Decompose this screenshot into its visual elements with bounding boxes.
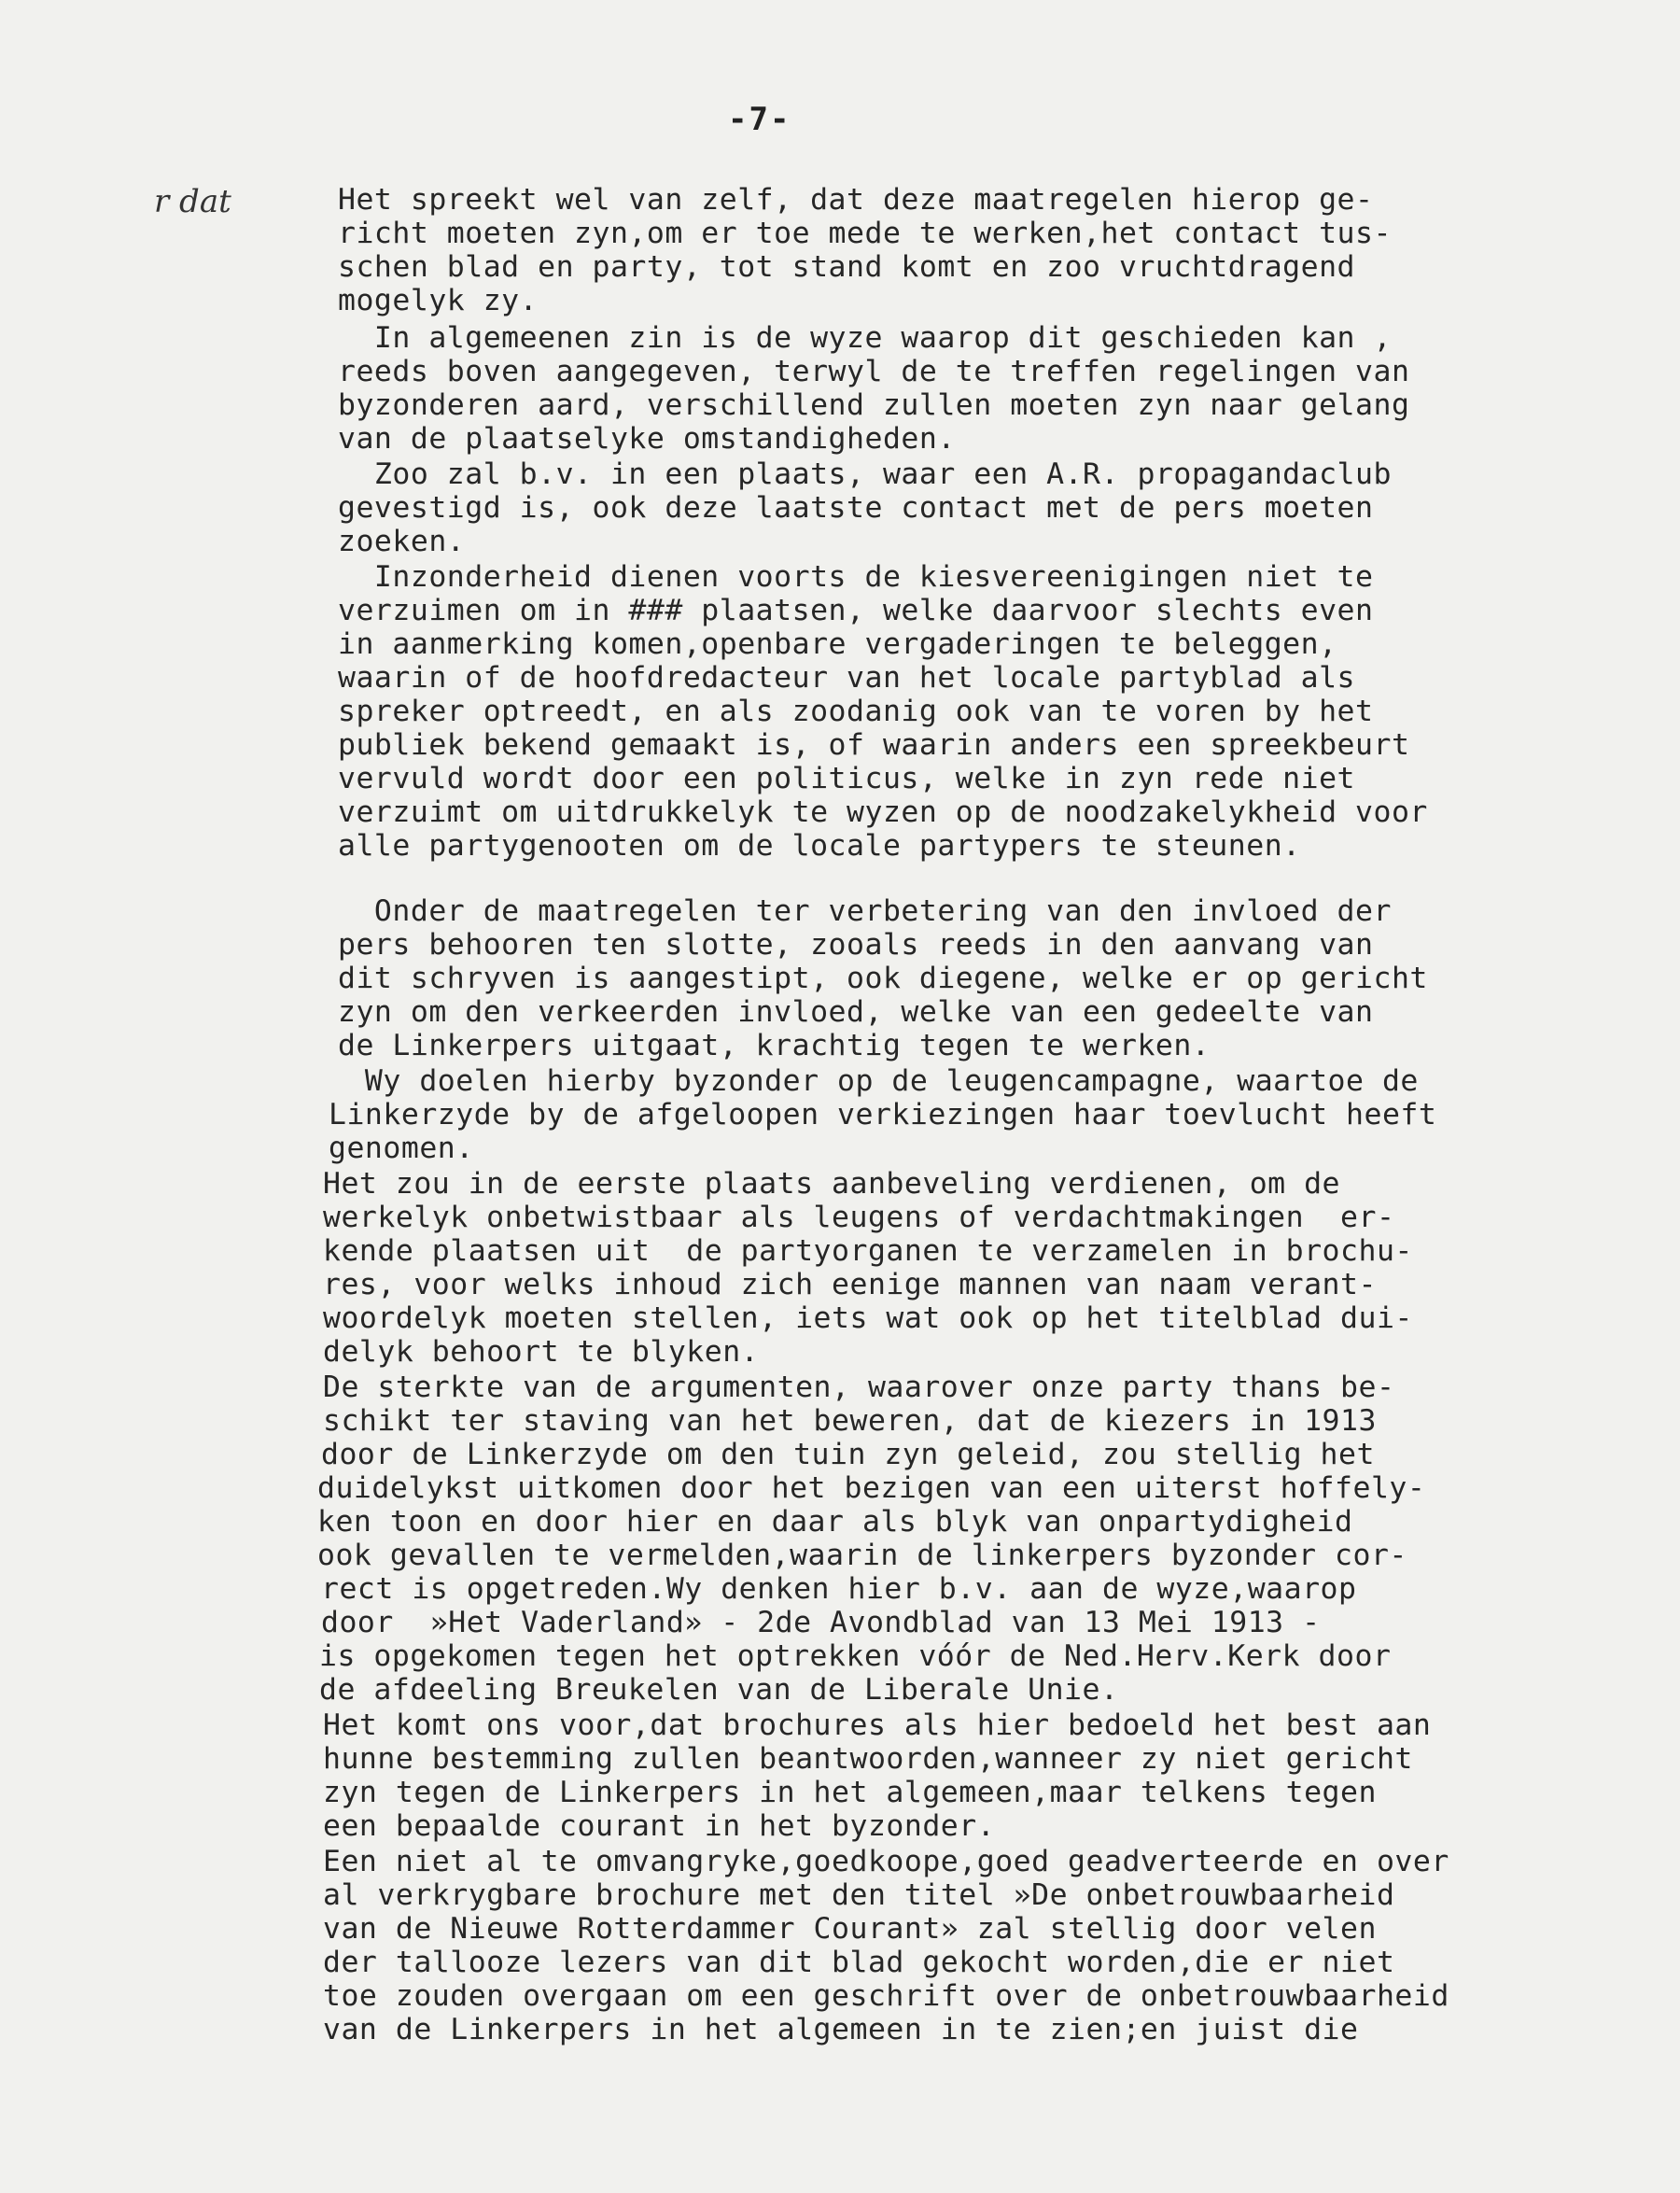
text-line: In algemeenen zin is de wyze waarop dit geschieden kan , [338, 321, 1392, 355]
text-line: alle partygenooten om de locale partypers te steunen. [338, 829, 1301, 863]
text-line: de afdeeling Breukelen van de Liberale Unie. [319, 1673, 1119, 1707]
text-line: pers behooren ten slotte, zooals reeds in den aanvang van [338, 928, 1374, 962]
text-line: kende plaatsen uit de partyorganen te verzamelen in brochu- [323, 1234, 1413, 1268]
text-line: Inzonderheid dienen voorts de kiesvereenigingen niet te [338, 560, 1374, 594]
text-line: spreker optreedt, en als zoodanig ook van te voren by het [338, 695, 1374, 728]
text-line: schen blad en party, tot stand komt en zoo vruchtdragend [338, 250, 1356, 284]
text-line: publiek bekend gemaakt is, of waarin anders een spreekbeurt [338, 728, 1410, 762]
text-line: res, voor welks inhoud zich eenige mannen van naam verant- [323, 1268, 1377, 1301]
text-line: in aanmerking komen,openbare vergaderingen te beleggen, [338, 627, 1337, 661]
text-line: woordelyk moeten stellen, iets wat ook op het titelblad dui- [323, 1301, 1413, 1335]
text-line: der tallooze lezers van dit blad gekocht worden,die er niet [323, 1946, 1395, 1979]
text-line: schikt ter staving van het beweren, dat de kiezers in 1913 [323, 1404, 1377, 1438]
text-line: byzonderen aard, verschillend zullen moeten zyn naar gelang [338, 388, 1410, 422]
text-line: mogelyk zy. [338, 284, 539, 317]
text-line: reeds boven aangegeven, terwyl de te treffen regelingen van [338, 355, 1410, 388]
text-line: rect is opgetreden.Wy denken hier b.v. aan de wyze,waarop [321, 1572, 1357, 1606]
text-line: waarin of de hoofdredacteur van het locale partyblad als [338, 661, 1356, 695]
text-line: Een niet al te omvangryke,goedkoope,goed geadverteerde en over [323, 1845, 1449, 1878]
text-line: werkelyk onbetwistbaar als leugens of verdachtmakingen er- [323, 1201, 1395, 1234]
text-line: Wy doelen hierby byzonder op de leugencampagne, waartoe de [329, 1064, 1419, 1098]
text-line: genomen. [329, 1132, 474, 1165]
text-line: dit schryven is aangestipt, ook diegene, welke er op gericht [338, 962, 1428, 995]
text-line: een bepaalde courant in het byzonder. [323, 1809, 996, 1843]
text-line: door »Het Vaderland» - 2de Avondblad van 13 Mei 1913 - [321, 1606, 1321, 1639]
text-line: hunne bestemming zullen beantwoorden,wanneer zy niet gericht [323, 1742, 1413, 1776]
text-line: Het zou in de eerste plaats aanbeveling verdienen, om de [323, 1167, 1341, 1201]
text-line: zyn om den verkeerden invloed, welke van een gedeelte van [338, 995, 1374, 1029]
text-line: toe zouden overgaan om een geschrift over de onbetrouwbaarheid [323, 1979, 1449, 2013]
text-line: Zoo zal b.v. in een plaats, waar een A.R. propagandaclub [338, 457, 1392, 491]
handwritten-margin-note: r dat [154, 183, 231, 220]
text-line: Linkerzyde by de afgeloopen verkiezingen haar toevlucht heeft [329, 1098, 1437, 1132]
text-line: van de Nieuwe Rotterdammer Courant» zal stellig door velen [323, 1912, 1377, 1946]
text-line: duidelykst uitkomen door het bezigen van een uiterst hoffely- [317, 1471, 1426, 1505]
text-line: de Linkerpers uitgaat, krachtig tegen te werken. [338, 1029, 1211, 1062]
text-line: gevestigd is, ook deze laatste contact met de pers moeten [338, 491, 1374, 525]
text-line: verzuimt om uitdrukkelyk te wyzen op de noodzakelykheid voor [338, 795, 1428, 829]
text-line: al verkrygbare brochure met den titel »De onbetrouwbaarheid [323, 1878, 1395, 1912]
text-line: Het spreekt wel van zelf, dat deze maatregelen hierop ge- [338, 183, 1374, 217]
text-line: door de Linkerzyde om den tuin zyn geleid, zou stellig het [321, 1438, 1375, 1471]
text-line: zoeken. [338, 525, 466, 558]
text-line: richt moeten zyn,om er toe mede te werken,het contact tus- [338, 217, 1392, 250]
text-line: De sterkte van de argumenten, waarover onze party thans be- [323, 1371, 1395, 1404]
text-line: van de Linkerpers in het algemeen in te zien;en juist die [323, 2013, 1359, 2046]
text-line: ken toon en door hier en daar als blyk van onpartydigheid [317, 1505, 1353, 1539]
text-line: van de plaatselyke omstandigheden. [338, 422, 956, 456]
text-line: Het komt ons voor,dat brochures als hier bedoeld het best aan [323, 1708, 1432, 1742]
text-line: zyn tegen de Linkerpers in het algemeen,maar telkens tegen [323, 1776, 1377, 1809]
page-number: -7- [728, 101, 791, 138]
text-line: vervuld wordt door een politicus, welke in zyn rede niet [338, 762, 1356, 795]
text-line: Onder de maatregelen ter verbetering van den invloed der [338, 894, 1392, 928]
text-line: delyk behoort te blyken. [323, 1335, 760, 1369]
text-line: verzuimen om in ### plaatsen, welke daarvoor slechts even [338, 594, 1374, 627]
text-line: ook gevallen te vermelden,waarin de linkerpers byzonder cor- [317, 1539, 1407, 1572]
text-line: is opgekomen tegen het optrekken vóór de Ned.Herv.Kerk door [319, 1639, 1392, 1673]
